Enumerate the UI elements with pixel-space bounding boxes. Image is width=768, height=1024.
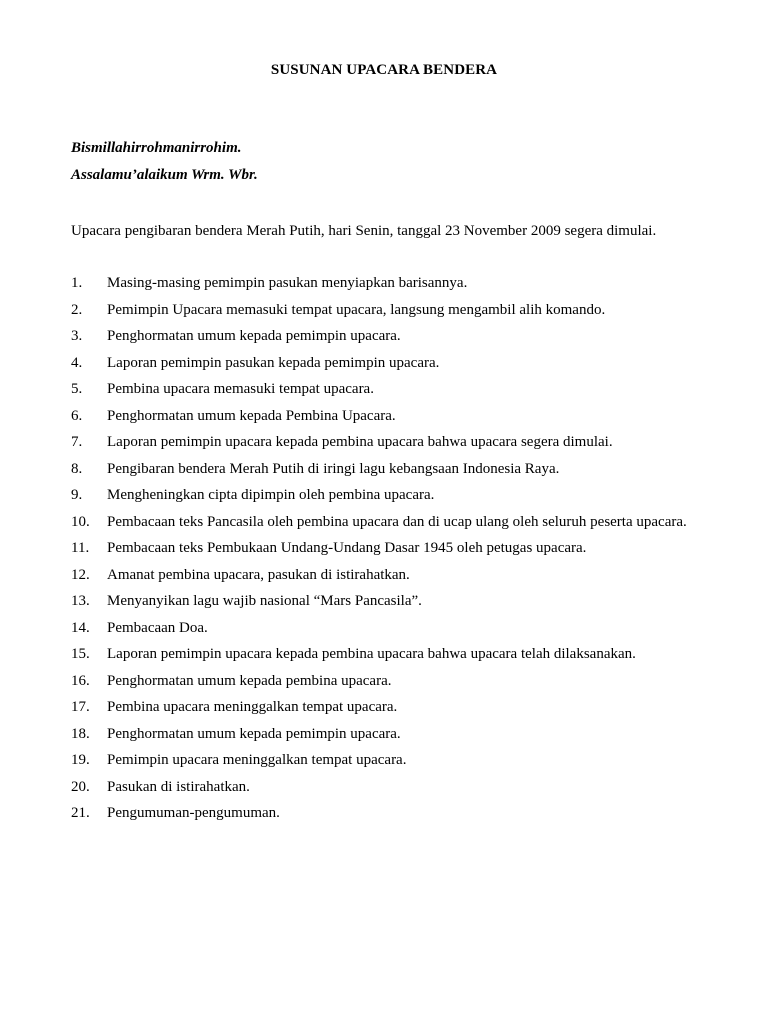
list-item-text: Masing-masing pemimpin pasukan menyiapkan barisannya. bbox=[107, 275, 468, 291]
list-item-number: 3. bbox=[71, 328, 83, 344]
list-item-number: 21. bbox=[71, 805, 90, 821]
list-item-number: 20. bbox=[71, 778, 90, 795]
list-item-number: 17. bbox=[71, 699, 90, 715]
list-item-number: 12. bbox=[71, 566, 90, 583]
list-item-text: Mengheningkan cipta dipimpin oleh pembina upacara. bbox=[107, 487, 435, 503]
list-item bbox=[71, 456, 697, 483]
list-item-text: Pembina upacara memasuki tempat upacara. bbox=[107, 381, 374, 397]
list-item bbox=[71, 562, 697, 589]
list-item-number: 1. bbox=[71, 275, 83, 291]
list-item bbox=[71, 403, 697, 430]
list-item-number: 9. bbox=[71, 487, 83, 503]
list-item bbox=[71, 350, 697, 377]
intro-paragraph: Upacara pengibaran bendera Merah Putih, hari Senin, tanggal 23 November 2009 segera dimulai. bbox=[71, 223, 657, 239]
list-item-number: 4. bbox=[71, 354, 83, 371]
document-title: SUSUNAN UPACARA BENDERA bbox=[270, 62, 498, 78]
list-item-text: Pembacaan Doa. bbox=[107, 619, 208, 636]
list-item bbox=[71, 721, 697, 748]
list-item-text: Menyanyikan lagu wajib nasional “Mars Pancasila”. bbox=[107, 593, 422, 609]
list-item bbox=[71, 668, 697, 695]
list-item bbox=[71, 588, 697, 615]
list-item-text: Pengibaran bendera Merah Putih di iringi lagu kebangsaan Indonesia Raya. bbox=[107, 460, 560, 477]
list-item-text: Penghormatan umum kepada Pembina Upacara. bbox=[107, 407, 396, 424]
list-item bbox=[71, 482, 697, 509]
list-item-number: 13. bbox=[71, 593, 90, 609]
list-item bbox=[71, 694, 697, 721]
list-item-number: 14. bbox=[71, 619, 90, 636]
list-item-text: Pemimpin Upacara memasuki tempat upacara, langsung mengambil alih komando. bbox=[107, 301, 606, 318]
list-item-number: 15. bbox=[71, 646, 90, 662]
list-item bbox=[71, 270, 697, 297]
greeting-bismillah: Bismillahirrohmanirrohim. bbox=[71, 140, 242, 156]
list-item-text: Pembina upacara meninggalkan tempat upacara. bbox=[107, 699, 398, 715]
list-item bbox=[71, 429, 697, 456]
list-item-text: Pembacaan teks Pancasila oleh pembina upacara dan di ucap ulang oleh seluruh peserta upacara. bbox=[107, 513, 687, 530]
list-item-text: Laporan pemimpin pasukan kepada pemimpin upacara. bbox=[107, 354, 440, 371]
list-item-text: Laporan pemimpin upacara kepada pembina upacara bahwa upacara telah dilaksanakan. bbox=[107, 646, 636, 662]
list-item-text: Pengumuman-pengumuman. bbox=[107, 805, 280, 821]
list-item-number: 8. bbox=[71, 460, 83, 477]
list-item-text: Amanat pembina upacara, pasukan di istirahatkan. bbox=[107, 566, 410, 583]
list-item bbox=[71, 376, 697, 403]
list-item-text: Pemimpin upacara meninggalkan tempat upacara. bbox=[107, 752, 407, 768]
list-item-number: 18. bbox=[71, 725, 90, 742]
list-item-text: Pembacaan teks Pembukaan Undang-Undang Dasar 1945 oleh petugas upacara. bbox=[107, 540, 587, 556]
list-item-number: 2. bbox=[71, 301, 83, 318]
agenda-list bbox=[71, 270, 697, 827]
list-item bbox=[71, 800, 697, 827]
list-item-text: Laporan pemimpin upacara kepada pembina upacara bahwa upacara segera dimulai. bbox=[107, 434, 613, 450]
list-item-number: 16. bbox=[71, 672, 90, 689]
list-item bbox=[71, 774, 697, 801]
list-item bbox=[71, 509, 697, 536]
list-item-number: 10. bbox=[71, 513, 90, 530]
list-item-number: 11. bbox=[71, 540, 90, 556]
list-item-text: Pasukan di istirahatkan. bbox=[107, 778, 250, 795]
list-item-number: 7. bbox=[71, 434, 83, 450]
greeting-salam: Assalamu’alaikum Wrm. Wbr. bbox=[71, 167, 258, 183]
list-item-number: 6. bbox=[71, 407, 83, 424]
list-item bbox=[71, 297, 697, 324]
list-item bbox=[71, 747, 697, 774]
list-item-text: Penghormatan umum kepada pemimpin upacara. bbox=[107, 328, 401, 344]
list-item bbox=[71, 535, 697, 562]
list-item-number: 5. bbox=[71, 381, 83, 397]
list-item-text: Penghormatan umum kepada pembina upacara. bbox=[107, 672, 392, 689]
list-item bbox=[71, 615, 697, 642]
list-item-number: 19. bbox=[71, 752, 90, 768]
list-item bbox=[71, 641, 697, 668]
list-item-text: Penghormatan umum kepada pemimpin upacara. bbox=[107, 725, 401, 742]
list-item bbox=[71, 323, 697, 350]
